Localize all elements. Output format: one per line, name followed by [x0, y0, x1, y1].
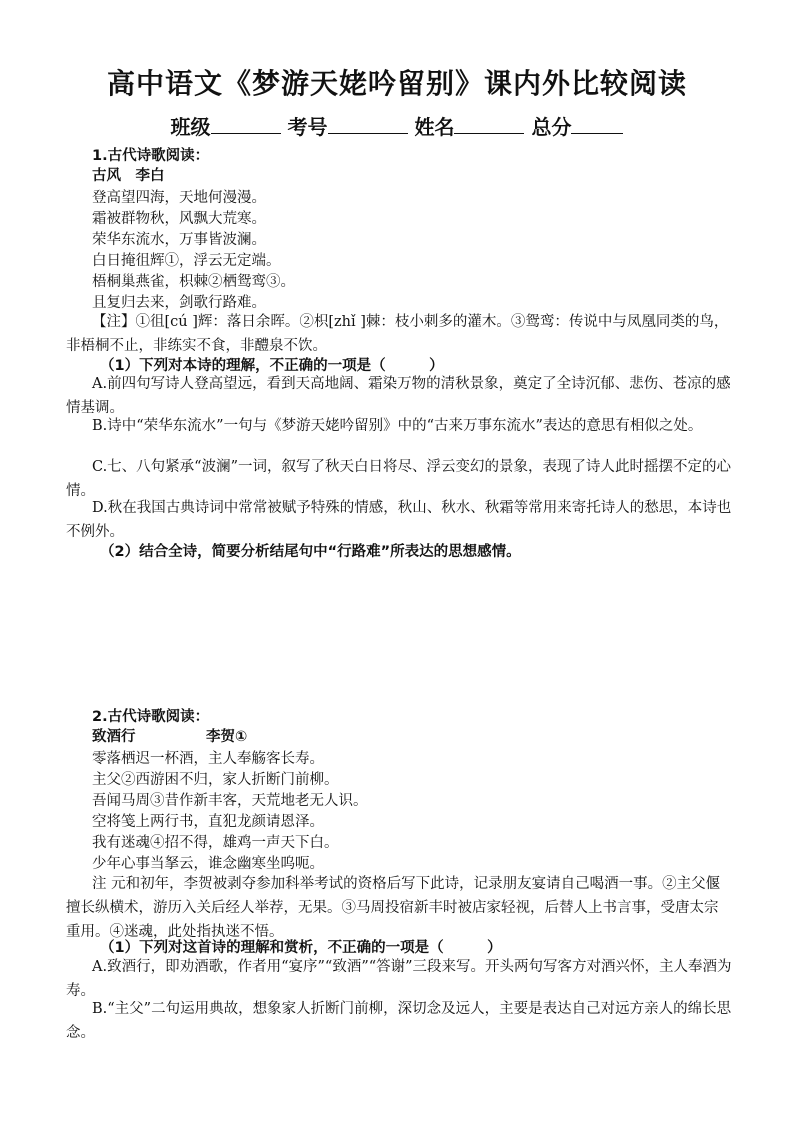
class-blank[interactable] — [211, 115, 281, 134]
poem-1-line: 梧桐巢燕雀，枳棘②栖鸳鸾③。 — [92, 274, 295, 290]
class-label: 班级 — [170, 115, 211, 139]
poem-2-line: 少年心事当拏云，谁念幽寒坐呜呃。 — [92, 856, 324, 872]
poem-2-title: 致酒行 — [92, 729, 136, 745]
poem-2-line: 我有迷魂④招不得，雄鸡一声天下白。 — [92, 835, 339, 851]
poem-1-line: 且复归去来，剑歌行路难。 — [92, 295, 266, 311]
exam-no-blank[interactable] — [328, 115, 408, 134]
question-1-1: （1）下列对本诗的理解，不正确的一项是（ ） — [100, 358, 444, 374]
question-2-1: （1）下列对这首诗的理解和赏析，不正确的一项是（ ） — [100, 940, 502, 956]
option-c: C.七、八句紧承“波澜”一词，叙写了秋天白日将尽、浮云变幻的景象，表现了诗人此时摇摆不定的心情。 — [66, 459, 732, 499]
section-2-heading: 2.古代诗歌阅读： — [92, 709, 210, 725]
option-a: A.前四句写诗人登高望远，看到天高地阔、霜染万物的清秋景象，奠定了全诗沉郁、悲伤、苍凉的感情基调。 — [66, 376, 731, 416]
poem-2-line: 空将笺上两行书，直犯龙颜请恩泽。 — [92, 814, 324, 830]
section-1-heading: 1.古代诗歌阅读： — [92, 148, 210, 164]
option-a: A.致酒行，即劝酒歌，作者用“宴序”“致酒”“答谢”三段来写。开头两句写客方对酒兴怀，主人奉酒为寿。 — [66, 959, 732, 999]
poem-2-line: 主父②西游困不归，家人折断门前柳。 — [92, 772, 339, 788]
poem-1-line: 登高望四海，天地何漫漫。 — [92, 190, 266, 206]
poem-1-note: 【注】①徂[cú ]辉：落日余晖。②枳[zhǐ ]棘：枝小刺多的灌木。③鸳鸾：传说中与凤凰同类的鸟，非梧桐不止，非练实不食，非醴泉不饮。 — [66, 314, 729, 354]
name-label: 姓名 — [414, 115, 455, 139]
option-b: B.诗中“荣华东流水”一句与《梦游天姥吟留别》中的“古来万事东流水”表达的意思有相似之处。 — [92, 418, 703, 434]
question-1-2: （2）结合全诗，简要分析结尾句中“行路难”所表达的思想感情。 — [100, 544, 521, 560]
poem-2-note: 注 元和初年，李贺被剥夺参加科举考试的资格后写下此诗，记录朋友宴请自己喝酒一事。②主父偃擅长纵横术，游历入关后经人举荐，无果。③马周投宿新丰时被店家轻视，后替人上书言事，受唐太宗重用。④迷魂，此处指执迷不悟。 — [66, 876, 721, 940]
poem-1-line: 荣华东流水，万事皆波澜。 — [92, 232, 266, 248]
option-b: B.“主父”二句运用典故，想象家人折断门前柳，深切念及远人，主要是表达自己对远方亲人的绵长思念。 — [66, 1001, 732, 1041]
exam-no-label: 考号 — [287, 115, 328, 139]
poem-1-line: 霜被群物秋，风飘大荒寒。 — [92, 211, 266, 227]
student-info-row — [0, 111, 794, 140]
score-label: 总分 — [531, 115, 572, 139]
poem-2-line: 零落栖迟一杯酒，主人奉觞客长寿。 — [92, 751, 324, 767]
name-blank[interactable] — [454, 115, 524, 134]
poem-2-line: 吾闻马周③昔作新丰客，天荒地老无人识。 — [92, 793, 368, 809]
poem-1-title: 古风 李白 — [92, 168, 165, 184]
page-title: 高中语文《梦游天姥吟留别》课内外比较阅读 — [106, 67, 687, 100]
score-blank[interactable] — [571, 115, 623, 134]
option-d: D.秋在我国古典诗词中常常被赋予特殊的情感，秋山、秋水、秋霜等常用来寄托诗人的愁思，本诗也不例外。 — [66, 500, 732, 540]
poem-2-poet: 李贺① — [206, 729, 248, 745]
poem-1-line: 白日掩徂辉①，浮云无定端。 — [92, 253, 281, 269]
